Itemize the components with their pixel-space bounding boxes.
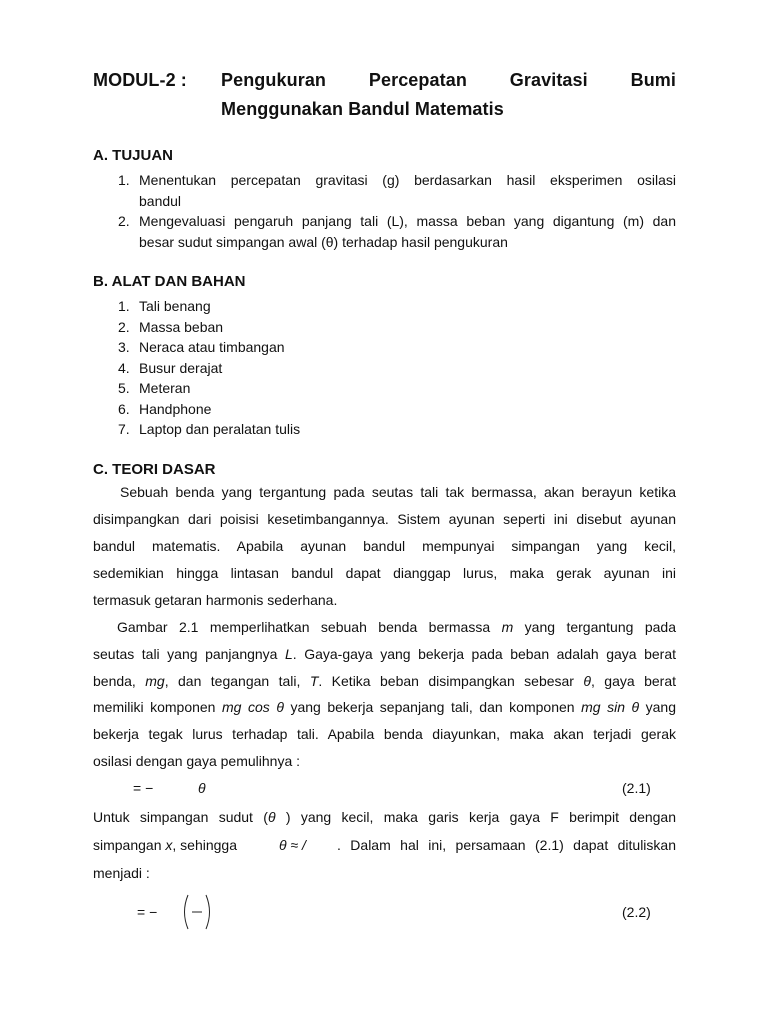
equation-2-1-number: (2.1) bbox=[622, 780, 651, 796]
list-number: 2. bbox=[118, 318, 130, 335]
list-text: Handphone bbox=[139, 400, 212, 417]
list-text: besar sudut simpangan awal (θ) terhadap hasil pengukuran bbox=[139, 233, 508, 250]
paragraph-line: osilasi dengan gaya pemulihnya : bbox=[93, 753, 301, 769]
equation-2-1-lhs: = − bbox=[133, 780, 154, 796]
list-item bbox=[118, 337, 676, 358]
list-item bbox=[118, 317, 676, 338]
paragraph-line: termasuk getaran harmonis sederhana. bbox=[93, 592, 338, 608]
paragraph-line: benda, mg, dan tegangan tali, T. Ketika beban disimpangkan sebesar θ, gaya berat bbox=[93, 673, 676, 689]
paragraph-line: Gambar 2.1 memperlihatkan sebuah benda bermassa m yang tergantung pada bbox=[117, 619, 676, 635]
list-text: Mengevaluasi pengaruh panjang tali (L), massa beban yang digantung (m) dan bbox=[139, 213, 676, 229]
title-line-1: Pengukuran Percepatan Gravitasi Bumi bbox=[221, 70, 676, 90]
list-number: 5. bbox=[118, 380, 130, 396]
list-text: Menentukan percepatan gravitasi (g) berdasarkan hasil eksperimen osilasi bbox=[139, 172, 676, 188]
list-item bbox=[118, 170, 676, 211]
list-item bbox=[118, 378, 676, 399]
list-number: 7. bbox=[118, 421, 130, 437]
list-text: Tali benang bbox=[139, 298, 211, 314]
alat-bahan-list bbox=[118, 296, 676, 440]
equation-2-2-fraction bbox=[180, 893, 214, 931]
list-number: 4. bbox=[118, 359, 130, 376]
list-text: Busur derajat bbox=[139, 359, 223, 376]
paragraph-line: sedemikian hingga lintasan bandul dapat dianggap lurus, maka gerak ayunan ini bbox=[93, 565, 676, 581]
paragraph-line: Untuk simpangan sudut (θ ) yang kecil, maka garis kerja gaya F berimpit dengan bbox=[93, 809, 676, 825]
module-label: MODUL-2 : bbox=[93, 70, 187, 90]
paragraph-line: bandul matematis. Apabila ayunan bandul mempunyai simpangan yang kecil, bbox=[93, 538, 676, 554]
title-line-2: Menggunakan Bandul Matematis bbox=[221, 99, 504, 119]
list-item bbox=[118, 358, 676, 379]
paragraph-line: disimpangkan dari poisisi kesetimbangannya. Sistem ayunan seperti ini disebut ayunan bbox=[93, 511, 676, 527]
page-title bbox=[93, 70, 676, 91]
list-number: 6. bbox=[118, 400, 130, 417]
list-text: Laptop dan peralatan tulis bbox=[139, 421, 301, 437]
list-text: Massa beban bbox=[139, 318, 224, 335]
paragraph-line: memiliki komponen mg cos θ yang bekerja sepanjang tali, dan komponen mg sin θ yang bbox=[93, 699, 677, 715]
list-text: Meteran bbox=[139, 380, 191, 396]
list-text: bandul bbox=[139, 192, 182, 209]
list-item bbox=[118, 399, 676, 420]
tujuan-list bbox=[118, 170, 676, 252]
paragraph-line: bekerja tegak lurus terhadap tali. Apabila benda diayunkan, maka akan terjadi gerak bbox=[93, 726, 676, 742]
paragraph-line: simpangan x, sehingga θ ≈ / . Dalam hal ini, persamaan (2.1) dapat dituliskan bbox=[93, 837, 676, 853]
list-number: 1. bbox=[118, 172, 130, 188]
list-number: 1. bbox=[118, 298, 130, 314]
paragraph-line: menjadi : bbox=[93, 865, 150, 881]
equation-2-2-lhs: = − bbox=[137, 904, 158, 920]
section-a-heading: A. TUJUAN bbox=[93, 147, 174, 164]
section-b-heading: B. ALAT DAN BAHAN bbox=[93, 273, 246, 290]
section-c-heading: C. TEORI DASAR bbox=[93, 461, 216, 478]
equation-2-2-number: (2.2) bbox=[622, 904, 651, 920]
list-item bbox=[118, 211, 676, 252]
list-item bbox=[118, 419, 676, 440]
paragraph-line: Sebuah benda yang tergantung pada seutas tali tak bermassa, akan berayun ketika bbox=[120, 484, 676, 500]
list-text: Neraca atau timbangan bbox=[139, 339, 285, 355]
list-number: 2. bbox=[118, 213, 130, 229]
inline-equation: θ ≈ / bbox=[279, 837, 306, 853]
list-number: 3. bbox=[118, 339, 130, 355]
equation-2-1-theta: θ bbox=[198, 780, 206, 796]
list-item bbox=[118, 296, 676, 317]
paragraph-line: seutas tali yang panjangnya L. Gaya-gaya yang bekerja pada beban adalah gaya berat bbox=[93, 646, 676, 662]
